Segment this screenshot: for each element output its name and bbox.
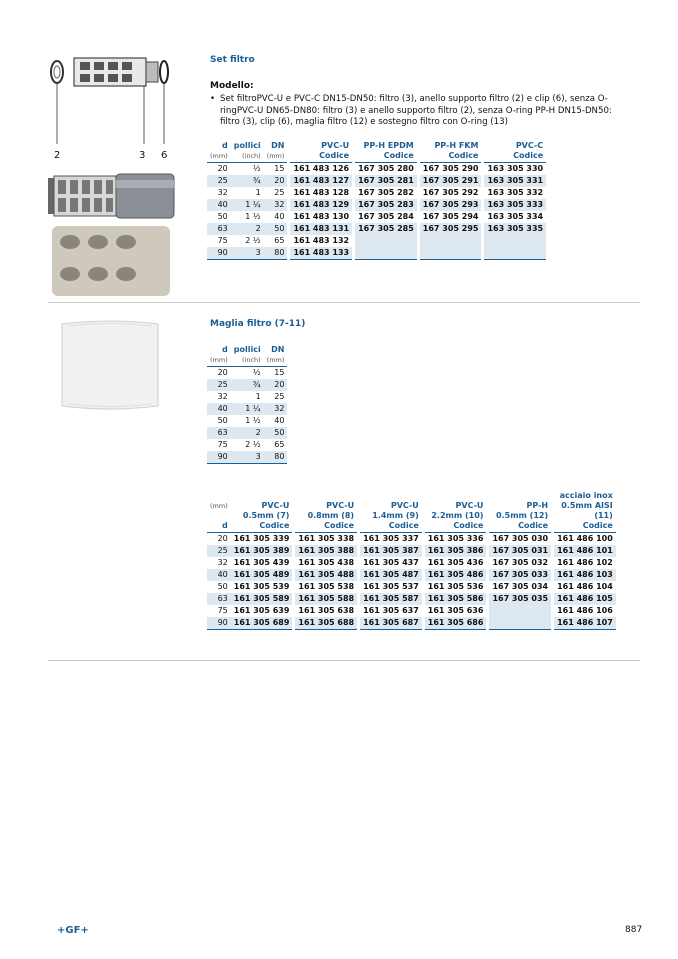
table-cell xyxy=(420,235,482,247)
table-cell: 161 305 636 xyxy=(427,606,484,615)
table-cell: 167 305 291 xyxy=(420,175,482,187)
table-cell: 50 xyxy=(264,223,288,235)
table-cell: 161 305 438 xyxy=(298,558,355,567)
table-cell: 161 486 107 xyxy=(554,617,616,630)
table-row xyxy=(207,439,287,451)
table-cell: 163 305 332 xyxy=(487,188,544,197)
column-header: PP-H EPDM xyxy=(363,141,414,150)
table-cell: ¾ xyxy=(231,379,264,391)
column-header: 1.4mm (9) xyxy=(372,511,419,520)
column-header: d xyxy=(222,345,228,354)
section-title-mesh: Maglia filtro (7-11) xyxy=(210,319,306,329)
header-row xyxy=(207,345,287,355)
column-header: DN xyxy=(271,141,285,150)
column-header: PVC-U xyxy=(390,501,419,510)
table-cell: ¾ xyxy=(231,175,264,187)
callout-6: 6 xyxy=(161,150,168,161)
table-cell: 161 305 339 xyxy=(233,534,290,543)
column-header-blank xyxy=(360,491,422,501)
table-row xyxy=(207,451,287,464)
filter-set-table xyxy=(207,141,546,260)
column-unit: (mm) xyxy=(207,151,231,163)
table-cell: 50 xyxy=(217,416,228,425)
table-cell: 161 305 689 xyxy=(231,617,293,630)
table-cell: 15 xyxy=(274,368,285,377)
table-row xyxy=(207,427,287,439)
column-header: PP-H FKM xyxy=(434,141,479,150)
column-header-blank xyxy=(295,491,357,501)
column-header: PVC-U xyxy=(261,501,290,510)
table-cell: 167 305 032 xyxy=(492,558,549,567)
mesh-size-table xyxy=(207,345,287,464)
table-cell: 167 305 295 xyxy=(420,223,482,235)
table-cell: 32 xyxy=(217,188,228,197)
table-cell: 2 xyxy=(231,223,264,235)
table-cell: 1 ½ xyxy=(245,212,261,221)
table-cell: 163 305 331 xyxy=(484,175,546,187)
table-cell: 40 xyxy=(207,403,231,415)
table-cell: 163 305 334 xyxy=(487,212,544,221)
column-header: PVC-U xyxy=(455,501,484,510)
table-cell: 32 xyxy=(264,199,288,211)
table-cell: 32 xyxy=(217,558,228,567)
table-cell: 161 486 100 xyxy=(557,534,613,543)
table-cell: 167 305 285 xyxy=(355,223,417,235)
table-cell: 65 xyxy=(274,440,285,449)
column-header: 0.5mm AISI xyxy=(561,501,613,510)
table-cell: 161 305 587 xyxy=(360,593,422,605)
page-number: 887 xyxy=(625,925,643,935)
table-cell: 1 xyxy=(255,392,261,401)
table-cell: 161 483 127 xyxy=(290,175,352,187)
table-row xyxy=(207,247,546,260)
callout-2: 2 xyxy=(54,150,61,161)
column-header: PVC-C xyxy=(515,141,544,150)
model-description xyxy=(210,94,630,129)
header-row xyxy=(207,511,616,521)
table-cell: 75 xyxy=(217,440,228,449)
table-cell: 161 486 106 xyxy=(557,606,613,615)
bullet-icon: • xyxy=(210,94,216,104)
table-cell: 161 483 131 xyxy=(290,223,352,235)
table-cell: 161 486 105 xyxy=(554,593,616,605)
table-cell xyxy=(484,247,546,260)
table-cell: 3 xyxy=(231,247,264,260)
table-cell: 2 ½ xyxy=(245,236,261,245)
column-header: 2.2mm (10) xyxy=(431,511,484,520)
table-cell: 50 xyxy=(217,582,228,591)
table-cell: 161 305 436 xyxy=(427,558,484,567)
column-unit: (mm) xyxy=(210,502,228,510)
table-cell: 167 305 030 xyxy=(492,534,549,543)
table-cell: 161 305 388 xyxy=(295,545,357,557)
column-unit: (mm) xyxy=(207,355,231,367)
table-cell: 161 305 389 xyxy=(231,545,293,557)
column-header-blank xyxy=(489,491,551,501)
table-cell: 161 483 126 xyxy=(293,164,350,173)
column-unit: Codice xyxy=(355,151,417,163)
table-cell: 80 xyxy=(264,247,288,260)
table-cell: 20 xyxy=(217,164,228,173)
filter-set-exploded-illustration xyxy=(46,52,176,152)
table-cell: 90 xyxy=(207,247,231,260)
table-row xyxy=(207,199,546,211)
column-header: 0.5mm (12) xyxy=(496,511,549,520)
header-row xyxy=(207,521,616,531)
table-cell: 161 305 386 xyxy=(425,545,487,557)
table-row xyxy=(207,617,616,630)
table-cell: 20 xyxy=(217,534,228,543)
table-cell: 161 483 130 xyxy=(293,212,350,221)
column-unit: (mm) xyxy=(264,355,288,367)
table-cell: 161 305 537 xyxy=(363,582,419,591)
table-row xyxy=(207,211,546,223)
section-title-filter-set: Set filtro xyxy=(210,55,255,65)
column-header: acciaio inox xyxy=(559,491,613,500)
table-cell: 167 305 290 xyxy=(422,164,479,173)
table-cell: 2 xyxy=(231,427,264,439)
table-cell: 25 xyxy=(207,175,231,187)
table-cell: 161 305 437 xyxy=(363,558,419,567)
table-cell: 80 xyxy=(264,451,288,464)
table-cell: 161 483 132 xyxy=(293,236,350,245)
table-row xyxy=(207,223,546,235)
filter-pph-photo xyxy=(52,226,170,296)
column-unit: Codice xyxy=(290,151,352,163)
table-cell xyxy=(489,605,551,617)
column-unit: Codice xyxy=(420,151,482,163)
unit-row xyxy=(207,151,546,163)
table-cell: 161 305 588 xyxy=(295,593,357,605)
table-cell: 1 xyxy=(255,188,261,197)
table-cell: 40 xyxy=(274,416,285,425)
header-row xyxy=(207,501,616,511)
table-cell: 161 305 586 xyxy=(425,593,487,605)
table-row xyxy=(207,367,287,380)
column-unit: (mm) xyxy=(264,151,288,163)
table-cell: 161 305 639 xyxy=(233,606,290,615)
table-cell: 161 305 637 xyxy=(363,606,419,615)
column-header: Codice xyxy=(388,521,419,530)
table-cell: 20 xyxy=(264,175,288,187)
column-header: Codice xyxy=(453,521,484,530)
gf-logo: +GF+ xyxy=(57,925,89,936)
table-cell: 161 483 129 xyxy=(290,199,352,211)
header-row xyxy=(207,141,546,151)
table-cell xyxy=(355,247,417,260)
table-row xyxy=(207,235,546,247)
filter-mesh-photo xyxy=(60,318,160,414)
table-cell: 40 xyxy=(207,199,231,211)
table-cell: 167 305 281 xyxy=(355,175,417,187)
table-cell: 167 305 034 xyxy=(492,582,549,591)
column-header: Codice xyxy=(518,521,549,530)
table-cell: 63 xyxy=(207,427,231,439)
table-cell: 167 305 284 xyxy=(358,212,414,221)
table-cell: 161 305 336 xyxy=(427,534,484,543)
table-cell: 161 486 101 xyxy=(554,545,616,557)
column-header-blank xyxy=(207,491,231,501)
table-cell: 161 305 539 xyxy=(233,582,290,591)
column-header: d xyxy=(222,141,228,150)
table-cell: 163 305 335 xyxy=(484,223,546,235)
table-cell: 63 xyxy=(207,593,231,605)
table-cell: 75 xyxy=(217,236,228,245)
unit-row xyxy=(207,355,287,367)
description-text: Set filtroPVC-U e PVC-C DN15-DN50: filtro (3), anello supporto filtro (2) e clip (6), senza O-ringPVC-U DN65-DN80: filtro (3) e anello supporto filtro (2), senza O-ring PP-H DN15-DN50: filtro (3), clip (6), maglia filtro (12) e sostegno filtro con O-ring (13) xyxy=(220,94,612,127)
table-cell: 161 305 387 xyxy=(360,545,422,557)
table-cell: ½ xyxy=(252,164,261,173)
table-cell: 2 ½ xyxy=(245,440,261,449)
table-row xyxy=(207,175,546,187)
table-cell: 3 xyxy=(231,451,264,464)
table-row xyxy=(207,593,616,605)
column-header: pollici xyxy=(233,141,261,150)
table-row xyxy=(207,379,287,391)
table-cell: 167 305 294 xyxy=(422,212,479,221)
table-row xyxy=(207,163,546,176)
table-cell: 167 305 292 xyxy=(422,188,479,197)
table-cell: 1 ¼ xyxy=(231,403,264,415)
table-cell: 161 486 104 xyxy=(557,582,613,591)
table-cell: 161 486 103 xyxy=(554,569,616,581)
column-header: pollici xyxy=(233,345,261,354)
table-cell: 167 305 035 xyxy=(489,593,551,605)
table-row xyxy=(207,533,616,546)
table-cell: 163 305 333 xyxy=(484,199,546,211)
table-row xyxy=(207,403,287,415)
table-cell: 161 305 687 xyxy=(360,617,422,630)
column-unit: (inch) xyxy=(231,151,264,163)
table-cell: 25 xyxy=(274,392,285,401)
table-cell: 161 483 128 xyxy=(293,188,350,197)
table-cell: 25 xyxy=(207,545,231,557)
table-cell: 167 305 293 xyxy=(420,199,482,211)
table-cell: 161 305 489 xyxy=(231,569,293,581)
column-header-blank xyxy=(207,511,231,521)
table-cell: 63 xyxy=(207,223,231,235)
table-cell: 25 xyxy=(274,188,285,197)
table-cell: 161 486 102 xyxy=(557,558,613,567)
table-row xyxy=(207,581,616,593)
table-cell: 167 305 280 xyxy=(358,164,414,173)
column-header: Codice xyxy=(324,521,355,530)
table-cell: 161 305 486 xyxy=(425,569,487,581)
table-cell: 1 ½ xyxy=(245,416,261,425)
table-row xyxy=(207,187,546,199)
table-cell xyxy=(420,247,482,260)
callout-3: 3 xyxy=(139,150,146,161)
column-header: d xyxy=(222,521,228,530)
table-row xyxy=(207,391,287,403)
table-cell: 1 ¼ xyxy=(231,199,264,211)
table-cell: 25 xyxy=(207,379,231,391)
model-label: Modello: xyxy=(210,81,254,91)
filter-assembled-photo xyxy=(48,172,176,220)
table-row xyxy=(207,569,616,581)
table-cell: 167 305 282 xyxy=(358,188,414,197)
table-cell: 161 305 686 xyxy=(425,617,487,630)
table-row xyxy=(207,545,616,557)
column-header-blank xyxy=(425,491,487,501)
table-cell: 50 xyxy=(217,212,228,221)
table-cell: 161 305 439 xyxy=(233,558,290,567)
table-cell: 32 xyxy=(217,392,228,401)
table-cell xyxy=(355,235,417,247)
table-cell: 15 xyxy=(274,164,285,173)
column-unit: (inch) xyxy=(231,355,264,367)
column-header: PVC-U xyxy=(326,501,355,510)
column-header: PVC-U xyxy=(321,141,350,150)
table-cell: 167 305 283 xyxy=(355,199,417,211)
table-cell xyxy=(489,617,551,630)
table-cell: 65 xyxy=(274,236,285,245)
table-cell: 32 xyxy=(264,403,288,415)
section-divider xyxy=(48,660,640,661)
table-cell: 161 305 338 xyxy=(298,534,355,543)
table-cell: 161 305 337 xyxy=(363,534,419,543)
table-cell: 20 xyxy=(264,379,288,391)
table-cell: 161 305 589 xyxy=(231,593,293,605)
column-header: 0.5mm (7) xyxy=(242,511,290,520)
table-cell: 90 xyxy=(207,617,231,630)
table-cell: 161 305 487 xyxy=(360,569,422,581)
header-row xyxy=(207,491,616,501)
column-header-blank xyxy=(231,491,293,501)
table-cell xyxy=(484,235,546,247)
column-header: PP-H xyxy=(526,501,549,510)
table-cell: 163 305 330 xyxy=(487,164,544,173)
table-row xyxy=(207,557,616,569)
table-cell: 167 305 031 xyxy=(489,545,551,557)
column-unit: Codice xyxy=(484,151,546,163)
table-cell: 167 305 033 xyxy=(489,569,551,581)
table-cell: 20 xyxy=(217,368,228,377)
table-cell: 75 xyxy=(217,606,228,615)
column-header: (11) xyxy=(594,511,613,520)
table-cell: 161 305 488 xyxy=(295,569,357,581)
table-cell: 161 305 638 xyxy=(298,606,355,615)
column-header: Codice xyxy=(259,521,290,530)
table-cell: 161 305 536 xyxy=(427,582,484,591)
table-cell: 161 483 133 xyxy=(290,247,352,260)
table-cell: 161 305 538 xyxy=(298,582,355,591)
table-cell: 40 xyxy=(274,212,285,221)
column-header: DN xyxy=(271,345,285,354)
mesh-code-table xyxy=(207,491,616,630)
table-cell: 161 305 688 xyxy=(295,617,357,630)
table-cell: 50 xyxy=(264,427,288,439)
table-cell: 90 xyxy=(207,451,231,464)
table-cell: ½ xyxy=(252,368,261,377)
table-row xyxy=(207,415,287,427)
column-header: Codice xyxy=(582,521,613,530)
table-cell: 40 xyxy=(207,569,231,581)
section-divider xyxy=(48,302,640,303)
column-header: 0.8mm (8) xyxy=(307,511,355,520)
table-row xyxy=(207,605,616,617)
